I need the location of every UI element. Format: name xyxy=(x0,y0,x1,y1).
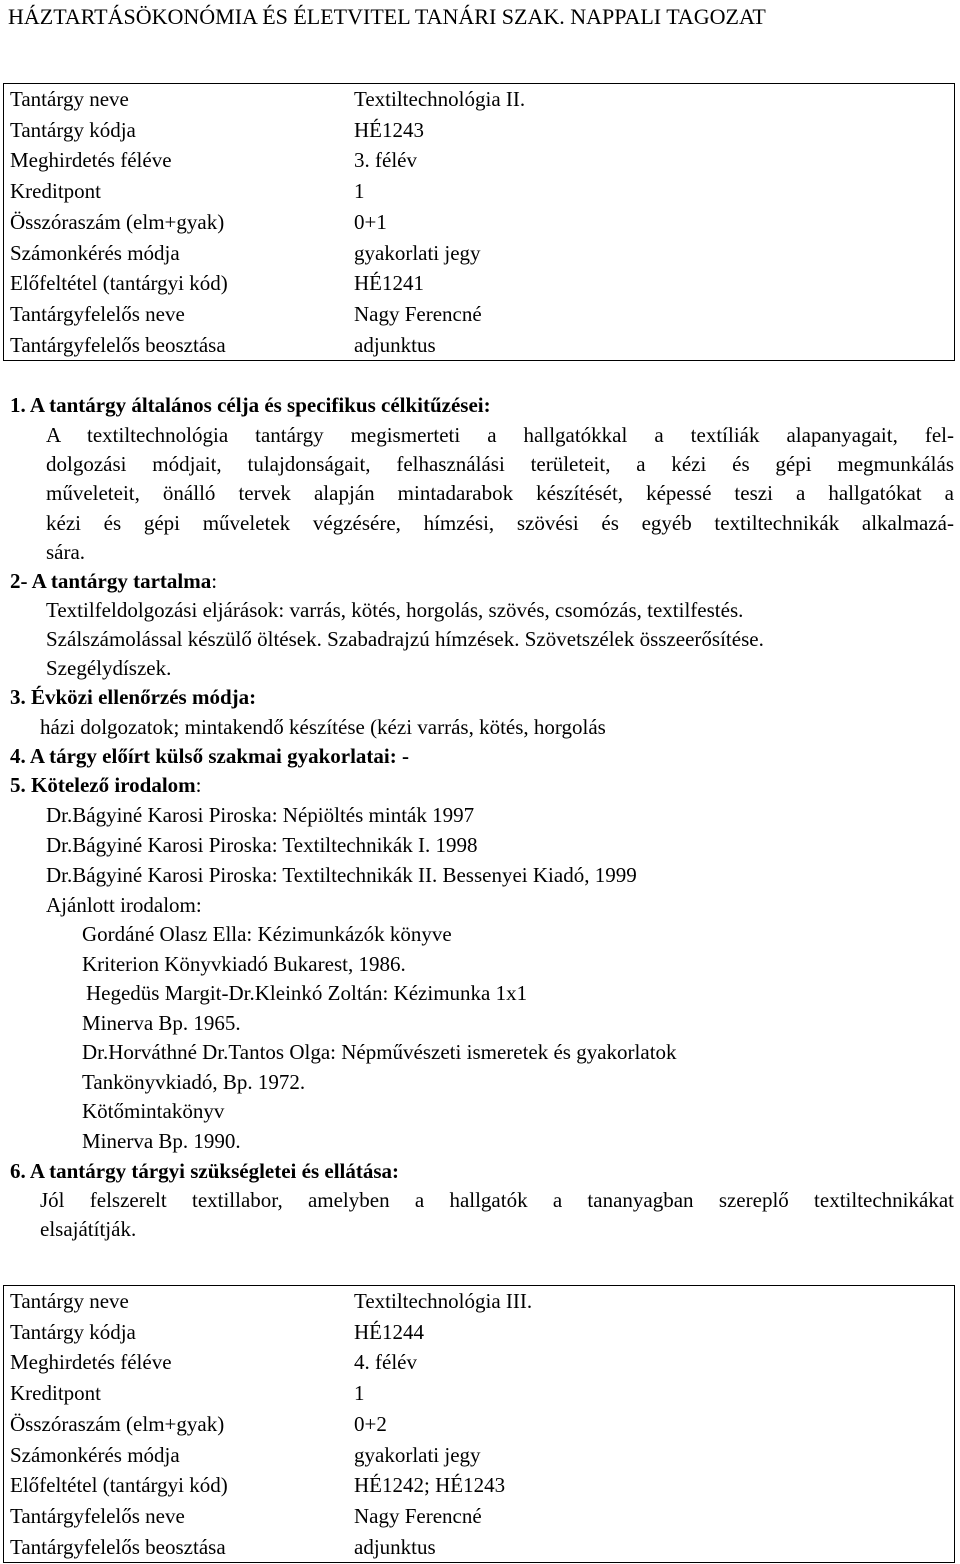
section-2-heading-text: 2- A tantárgy tartalma xyxy=(10,569,212,593)
table-row xyxy=(4,1501,955,1532)
table-row xyxy=(4,299,955,330)
row-value: gyakorlati jegy xyxy=(354,1442,481,1467)
row-value: 4. félév xyxy=(354,1350,417,1375)
section-2-line: Szálszámolással készülő öltések. Szabadrajzú hímzések. Szövetszélek összeerősítése. xyxy=(46,627,764,651)
table-row xyxy=(4,176,955,207)
table-row xyxy=(4,1440,955,1471)
row-key: Meghirdetés féléve xyxy=(10,1350,172,1375)
table-row xyxy=(4,207,955,238)
row-value: 3. félév xyxy=(354,148,417,173)
section-1-line: A textiltechnológia tantárgy megismerteti a hallgatókkal a textíliák alapanyagait, fel- xyxy=(46,423,954,447)
recommended-literature-item: Dr.Horváthné Dr.Tantos Olga: Népművészeti ismeretek és gyakorlatok xyxy=(82,1040,677,1064)
row-key: Előfeltétel (tantárgyi kód) xyxy=(10,271,228,296)
section-1-line: sára. xyxy=(46,540,86,564)
row-value: Nagy Ferencné xyxy=(354,1503,482,1528)
row-value: 1 xyxy=(354,179,365,204)
section-5-heading xyxy=(10,773,202,798)
row-value: 1 xyxy=(354,1381,365,1406)
row-key: Tantárgyfelelős neve xyxy=(10,1503,185,1528)
section-3-line: házi dolgozatok; mintakendő készítése (kézi varrás, kötés, horgolás xyxy=(40,715,606,739)
row-value: adjunktus xyxy=(354,1534,436,1559)
section-3-heading: 3. Évközi ellenőrzés módja: xyxy=(10,685,257,709)
section-4-heading: 4. A tárgy előírt külső szakmai gyakorlatai: - xyxy=(10,744,409,768)
table-row xyxy=(4,1378,955,1409)
table-row xyxy=(4,84,955,115)
recommended-literature-item: Hegedüs Margit-Dr.Kleinkó Zoltán: Kézimunka 1x1 xyxy=(86,981,528,1005)
course-info-table-1 xyxy=(3,83,955,361)
row-key: Tantárgyfelelős beosztása xyxy=(10,332,226,357)
row-value: Textiltechnológia II. xyxy=(354,87,526,111)
recommended-literature-item: Minerva Bp. 1965. xyxy=(82,1011,241,1035)
section-2-heading-colon: : xyxy=(211,569,218,593)
row-value: HÉ1242; HÉ1243 xyxy=(354,1473,506,1498)
section-2-line: Textilfeldolgozási eljárások: varrás, kötés, horgolás, szövés, csomózás, textilfestés. xyxy=(46,598,744,622)
recommended-literature-item: Minerva Bp. 1990. xyxy=(82,1129,241,1153)
table-row xyxy=(4,1286,955,1317)
row-value: Textiltechnológia III. xyxy=(354,1289,533,1313)
row-value: HÉ1243 xyxy=(354,117,424,142)
row-key: Tantárgy kódja xyxy=(10,117,136,142)
row-key: Tantárgy kódja xyxy=(10,1319,136,1344)
table-row xyxy=(4,330,955,361)
row-key: Tantárgyfelelős neve xyxy=(10,301,185,326)
row-value: 0+1 xyxy=(354,209,387,234)
table-row xyxy=(4,268,955,299)
section-2-heading xyxy=(10,569,217,594)
required-literature-item: Dr.Bágyiné Karosi Piroska: Textiltechnikák II. Bessenyei Kiadó, 1999 xyxy=(46,863,637,887)
recommended-literature-item: Kriterion Könyvkiadó Bukarest, 1986. xyxy=(82,952,406,976)
recommended-literature-item: Tankönyvkiadó, Bp. 1972. xyxy=(82,1070,306,1094)
section-1-heading: 1. A tantárgy általános célja és specifikus célkitűzései: xyxy=(10,393,491,417)
recommended-literature-label: Ajánlott irodalom: xyxy=(46,893,202,917)
section-1-line: dolgozási módjait, tulajdonságait, felhasználási területeit, a kézi és gépi megmunkálás xyxy=(46,452,954,476)
row-key: Összóraszám (elm+gyak) xyxy=(10,209,225,234)
section-6-line: elsajátítják. xyxy=(40,1217,137,1241)
row-value: 0+2 xyxy=(354,1411,387,1436)
section-1-line: kézi és gépi műveletek végzésére, hímzési, szövési és egyéb textiltechnikák alkalmazá- xyxy=(46,511,954,535)
row-value: Nagy Ferencné xyxy=(354,301,482,326)
table-row xyxy=(4,1409,955,1440)
table-row xyxy=(4,1532,955,1563)
section-6-heading: 6. A tantárgy tárgyi szükségletei és ellátása: xyxy=(10,1159,400,1183)
section-6-line: Jól felszerelt textillabor, amelyben a hallgatók a tananyagban szereplő textiltechnikákat xyxy=(40,1188,954,1212)
row-key: Előfeltétel (tantárgyi kód) xyxy=(10,1473,228,1498)
table-row xyxy=(4,238,955,269)
row-key: Meghirdetés féléve xyxy=(10,148,172,173)
table-row xyxy=(4,1347,955,1378)
table-row xyxy=(4,1317,955,1348)
row-key: Tantárgy neve xyxy=(10,87,129,111)
section-5-heading-colon: : xyxy=(195,773,202,797)
course-info-table-2 xyxy=(3,1285,955,1563)
section-5-heading-text: 5. Kötelező irodalom xyxy=(10,773,196,797)
table-row xyxy=(4,115,955,146)
row-value: HÉ1244 xyxy=(354,1319,424,1344)
row-value: HÉ1241 xyxy=(354,271,424,296)
row-key: Kreditpont xyxy=(10,1381,101,1406)
required-literature-item: Dr.Bágyiné Karosi Piroska: Népiöltés minták 1997 xyxy=(46,803,475,827)
row-key: Számonkérés módja xyxy=(10,1442,180,1467)
row-key: Számonkérés módja xyxy=(10,240,180,265)
row-value: adjunktus xyxy=(354,332,436,357)
row-value: gyakorlati jegy xyxy=(354,240,481,265)
row-key: Tantárgyfelelős beosztása xyxy=(10,1534,226,1559)
section-2-line: Szegélydíszek. xyxy=(46,656,172,680)
table-row xyxy=(4,145,955,176)
recommended-literature-item: Gordáné Olasz Ella: Kézimunkázók könyve xyxy=(82,922,452,946)
table-row xyxy=(4,1470,955,1501)
section-1-line: műveleteit, önálló tervek alapján mintadarabok készítését, képessé teszi a hallgatókat a xyxy=(46,481,954,505)
page-header: HÁZTARTÁSÖKONÓMIA ÉS ÉLETVITEL TANÁRI SZAK. NAPPALI TAGOZAT xyxy=(8,4,766,29)
recommended-literature-item: Kötőmintakönyv xyxy=(82,1099,225,1123)
row-key: Összóraszám (elm+gyak) xyxy=(10,1411,225,1436)
row-key: Tantárgy neve xyxy=(10,1289,129,1313)
required-literature-item: Dr.Bágyiné Karosi Piroska: Textiltechnikák I. 1998 xyxy=(46,833,478,857)
row-key: Kreditpont xyxy=(10,179,101,204)
